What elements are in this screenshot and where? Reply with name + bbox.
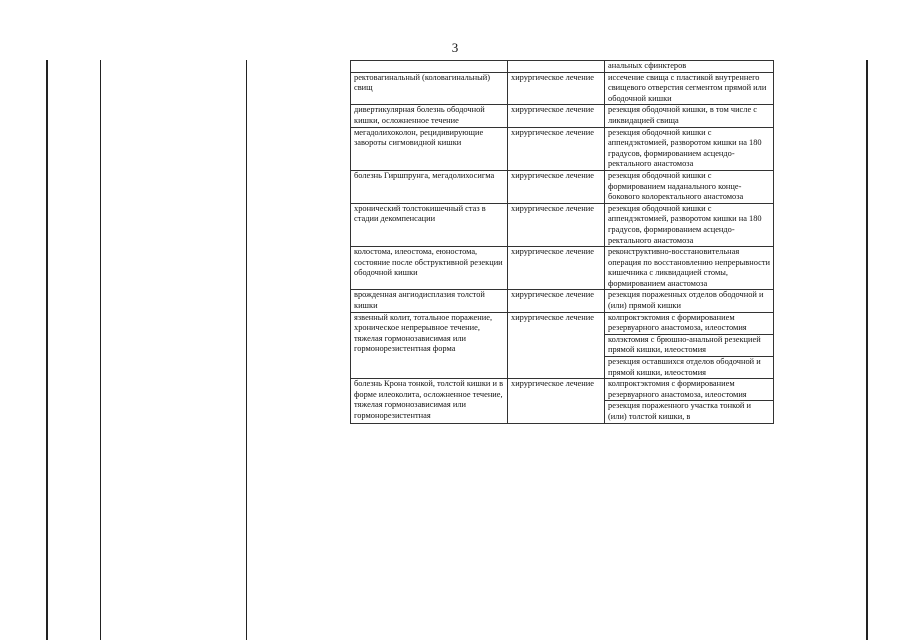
procedure-cell: реконструктивно-восстановительная операция по восстановлению непрерывности кишечника с ликвидацией стомы, формированием анастомоза xyxy=(605,247,774,290)
procedure-cell: резекция пораженных отделов ободочной и (или) прямой кишки xyxy=(605,290,774,312)
table-row xyxy=(351,379,774,401)
table-row xyxy=(351,61,774,73)
treatment-cell: хирургическое лечение xyxy=(508,127,605,170)
procedure-cell: колпроктэктомия с формированием резервуарного анастомоза, илеостомия xyxy=(605,312,774,334)
table-row xyxy=(351,203,774,246)
diagnosis-cell: колостома, илеостома, еюностома, состояние после обструктивной резекции ободочной кишки xyxy=(351,247,508,290)
table-right-border xyxy=(866,60,868,640)
table-row xyxy=(351,127,774,170)
procedure-cell: резекция ободочной кишки с аппендэктомией, разворотом кишки на 180 градусов, формированием асцендо-ректального анастомоза xyxy=(605,127,774,170)
treatment-cell: хирургическое лечение xyxy=(508,170,605,203)
procedure-cell: резекция ободочной кишки с аппендэктомией, разворотом кишки на 180 градусов, формированием асцендо-ректального анастомоза xyxy=(605,203,774,246)
diagnosis-cell: ректовагинальный (коловагинальный) свищ xyxy=(351,72,508,105)
treatment-cell xyxy=(508,61,605,73)
diagnosis-cell xyxy=(351,61,508,73)
procedure-cell: резекция ободочной кишки с формированием наданального конце-бокового колоректального анастомоза xyxy=(605,170,774,203)
diagnosis-cell: болезнь Гиршпрунга, мегадолихосигма xyxy=(351,170,508,203)
treatment-cell: хирургическое лечение xyxy=(508,247,605,290)
diagnosis-cell: врожденная ангиодисплазия толстой кишки xyxy=(351,290,508,312)
diagnosis-cell: язвенный колит, тотальное поражение, хроническое непрерывное течение, тяжелая гормонозависимая или гормонорезистентная форма xyxy=(351,312,508,379)
table-row xyxy=(351,247,774,290)
treatment-cell: хирургическое лечение xyxy=(508,72,605,105)
procedure-cell: резекция пораженного участка тонкой и (или) толстой кишки, в xyxy=(605,401,774,423)
column-divider-1 xyxy=(100,60,101,640)
diagnosis-cell: хронический толстокишечный стаз в стадии декомпенсации xyxy=(351,203,508,246)
table-row xyxy=(351,170,774,203)
table-row xyxy=(351,105,774,127)
treatment-cell: хирургическое лечение xyxy=(508,290,605,312)
procedure-cell: колпроктэктомия с формированием резервуарного анастомоза, илеостомия xyxy=(605,379,774,401)
diagnosis-cell: болезнь Крона тонкой, толстой кишки и в форме илеоколита, осложненное течение, тяжелая гормонозависимая или гормонорезистентная xyxy=(351,379,508,423)
treatment-cell: хирургическое лечение xyxy=(508,203,605,246)
procedure-cell: анальных сфинктеров xyxy=(605,61,774,73)
table-row xyxy=(351,72,774,105)
column-divider-2 xyxy=(246,60,247,640)
diagnosis-cell: мегадолихоколон, рецидивирующие завороты сигмовидной кишки xyxy=(351,127,508,170)
procedures-table xyxy=(350,60,774,424)
page-number: 3 xyxy=(451,40,459,55)
procedure-cell: резекция ободочной кишки, в том числе с ликвидацией свища xyxy=(605,105,774,127)
table-left-border xyxy=(46,60,48,640)
treatment-cell: хирургическое лечение xyxy=(508,105,605,127)
table-row xyxy=(351,290,774,312)
procedure-cell: колэктомия с брюшно-анальной резекцией прямой кишки, илеостомия xyxy=(605,334,774,356)
diagnosis-cell: дивертикулярная болезнь ободочной кишки, осложненное течение xyxy=(351,105,508,127)
procedure-cell: резекция оставшихся отделов ободочной и прямой кишки, илеостомия xyxy=(605,357,774,379)
treatment-cell: хирургическое лечение xyxy=(508,379,605,423)
table-row xyxy=(351,312,774,334)
procedure-cell: иссечение свища с пластикой внутреннего свищевого отверстия сегментом прямой или ободочной кишки xyxy=(605,72,774,105)
treatment-cell: хирургическое лечение xyxy=(508,312,605,379)
